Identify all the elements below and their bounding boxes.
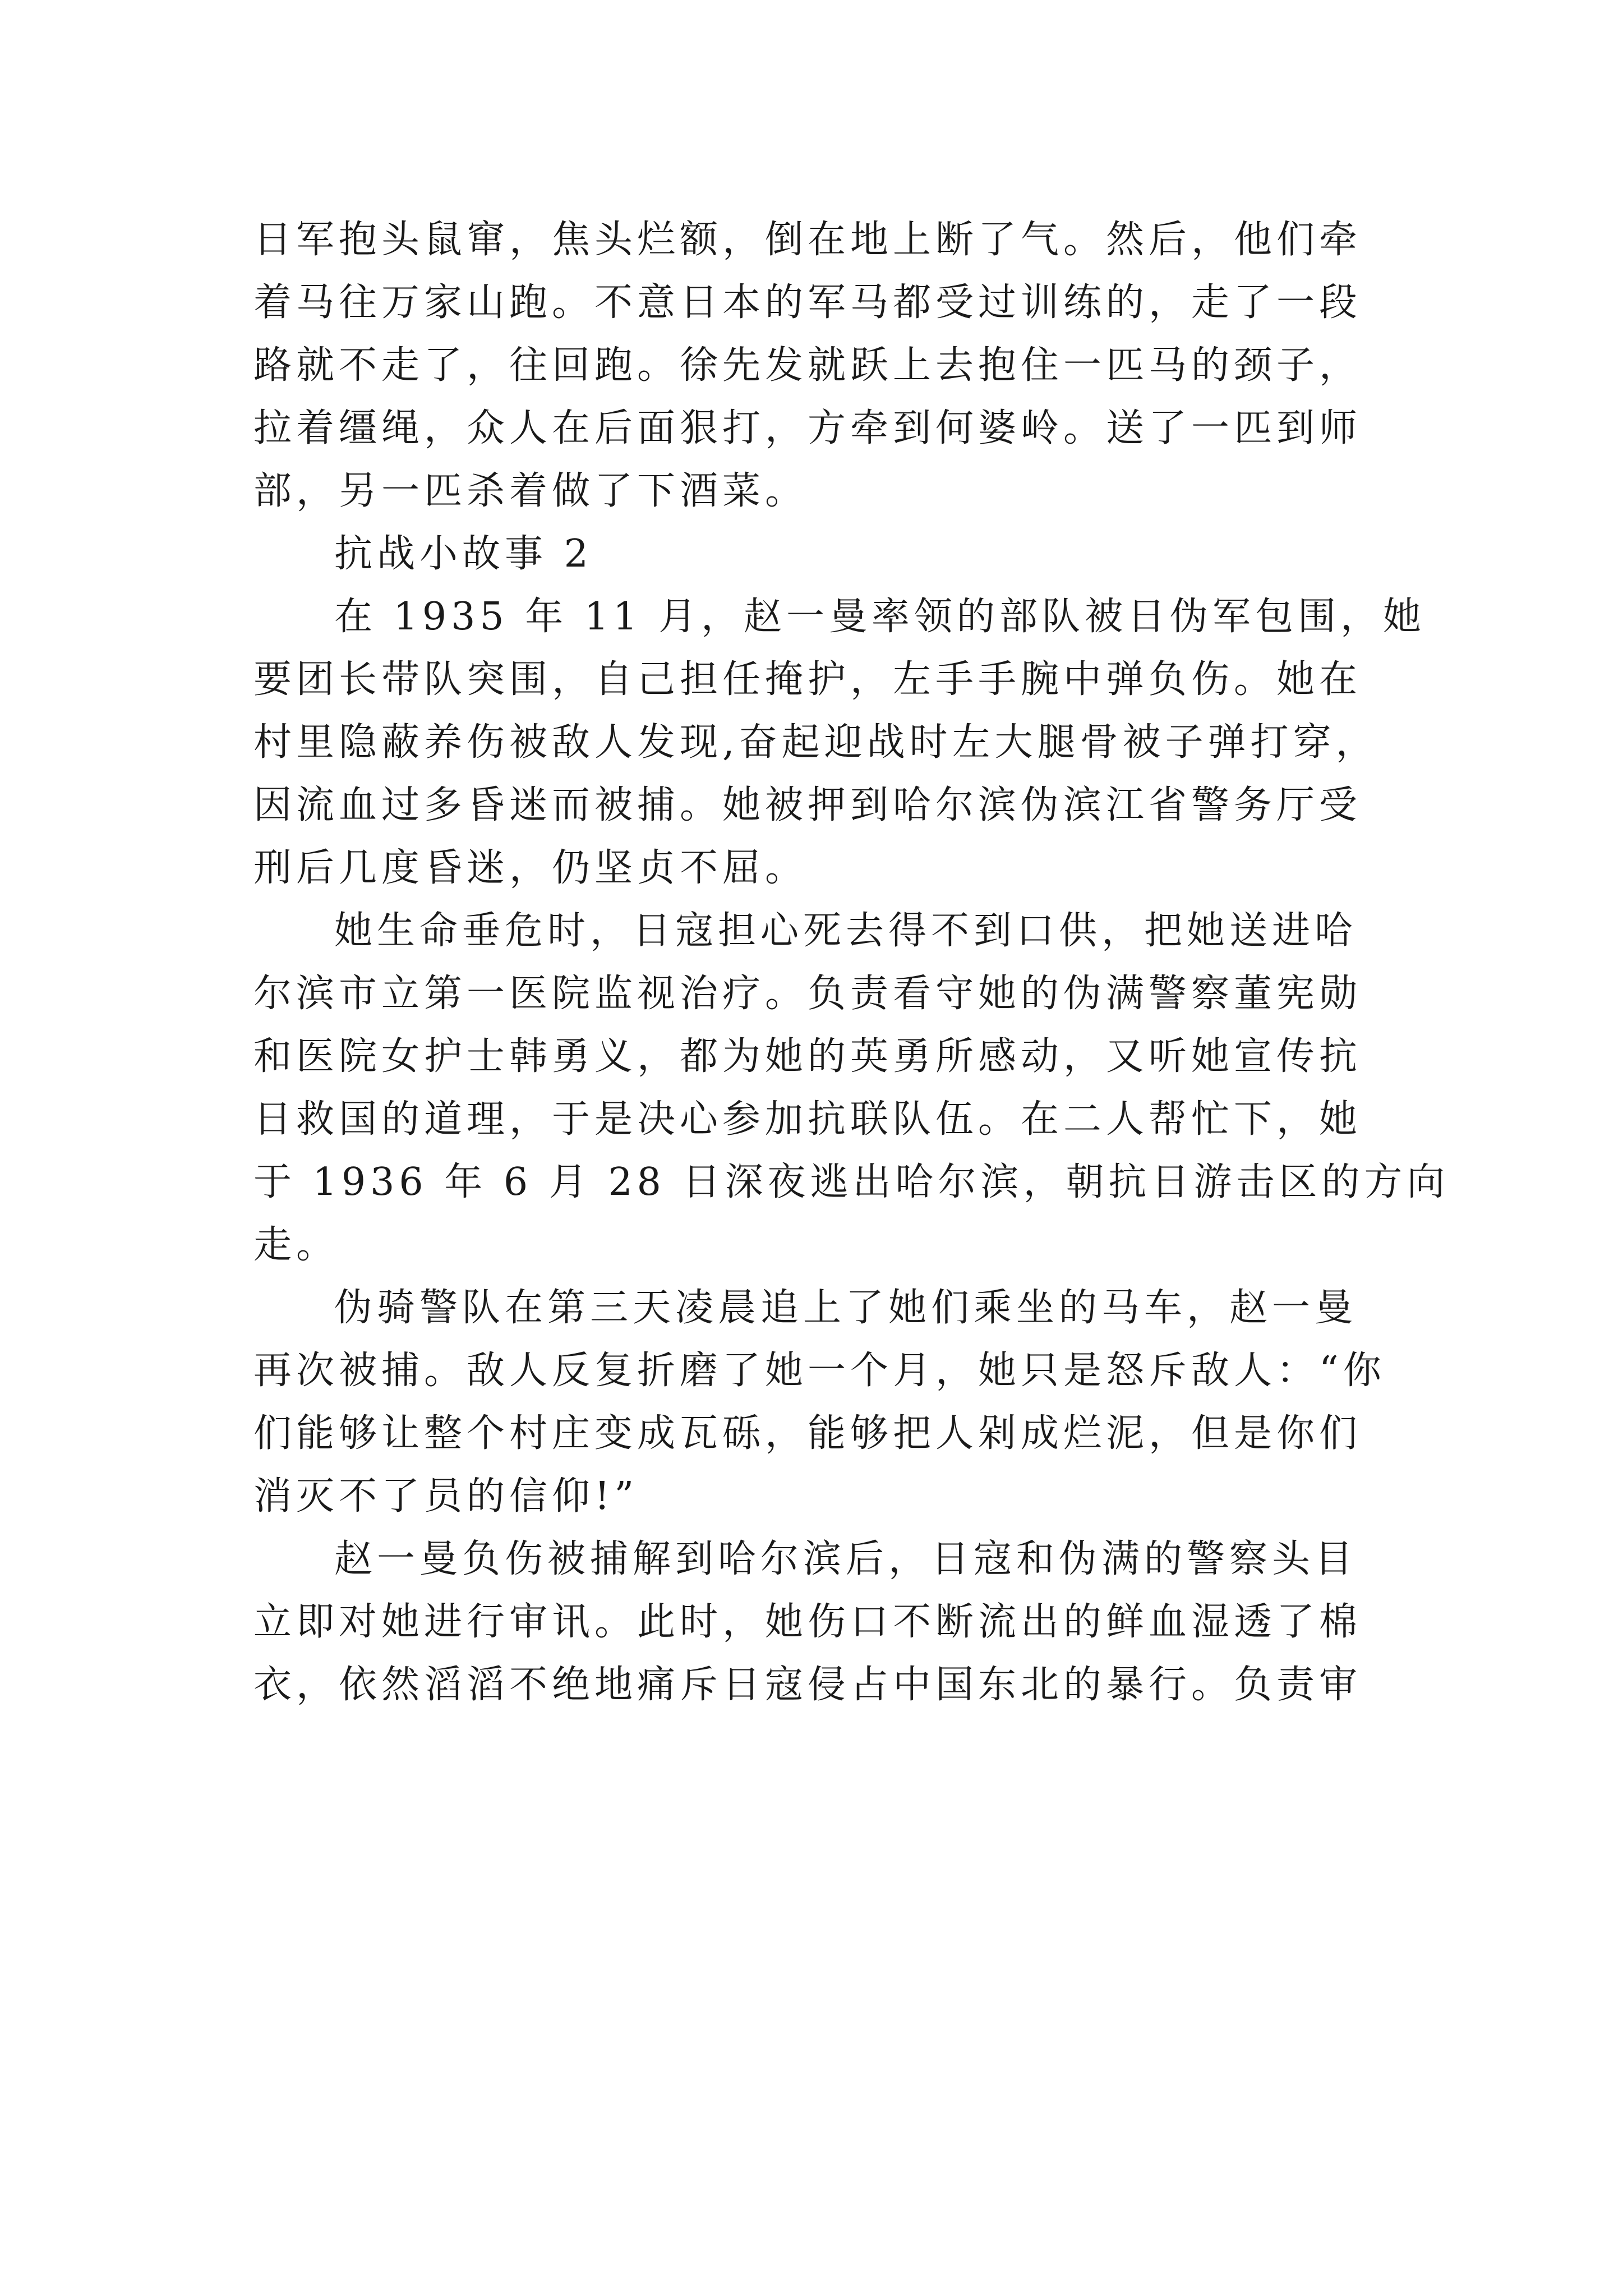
- text-line: 们能够让整个村庄变成瓦砾，能够把人剁成烂泥，但是你们: [253, 1411, 1362, 1456]
- text-line: 日救国的道理，于是决心参加抗联队伍。在二人帮忙下，她: [253, 1097, 1362, 1142]
- text-line: 要团长带队突围，自己担任掩护，左手手腕中弹负伤。她在: [253, 657, 1362, 702]
- text-line: 衣，依然滔滔不绝地痛斥日寇侵占中国东北的暴行。负责审: [253, 1663, 1362, 1707]
- text-line: 再次被捕。敌人反复折磨了她一个月，她只是怒斥敌人：“你: [253, 1349, 1386, 1393]
- text-line: 因流血过多昏迷而被捕。她被押到哈尔滨伪滨江省警务厅受: [253, 783, 1362, 827]
- text-line: 伪骑警队在第三天凌晨追上了她们乘坐的马车，赵一曼: [334, 1286, 1358, 1330]
- text-line: 她生命垂危时，日寇担心死去得不到口供，把她送进哈: [334, 909, 1358, 953]
- text-line: 拉着缰绳，众人在后面狠打，方牵到何婆岭。送了一匹到师: [253, 406, 1362, 450]
- text-line: 抗战小故事 2: [334, 532, 593, 576]
- text-line: 着马往万家山跑。不意日本的军马都受过训练的，走了一段: [253, 280, 1362, 325]
- text-line: 在 1935 年 11 月，赵一曼率领的部队被日伪军包围，她: [334, 595, 1426, 639]
- text-line: 部，另一匹杀着做了下酒菜。: [253, 469, 808, 513]
- text-line: 于 1936 年 6 月 28 日深夜逃出哈尔滨，朝抗日游击区的方向: [253, 1160, 1450, 1204]
- document-body: [253, 209, 1450, 1717]
- text-line: 消灭不了员的信仰!”: [253, 1474, 639, 1519]
- text-line: 赵一曼负伤被捕解到哈尔滨后，日寇和伪满的警察头目: [334, 1537, 1358, 1581]
- text-line: 村里隐蔽养伤被敌人发现,奋起迎战时左大腿骨被子弹打穿，: [253, 720, 1378, 765]
- text-line: 日军抱头鼠窜，焦头烂额，倒在地上断了气。然后，他们牵: [253, 218, 1362, 262]
- text-line: 尔滨市立第一医院监视治疗。负责看守她的伪满警察董宪勋: [253, 972, 1362, 1016]
- text-line: 刑后几度昏迷，仍坚贞不屈。: [253, 846, 808, 890]
- text-line: 路就不走了，往回跑。徐先发就跃上去抱住一匹马的颈子，: [253, 343, 1362, 388]
- text-line: 和医院女护士韩勇义，都为她的英勇所感动，又听她宣传抗: [253, 1034, 1362, 1079]
- text-line: 走。: [253, 1223, 339, 1267]
- text-line: 立即对她进行审讯。此时，她伤口不断流出的鲜血湿透了棉: [253, 1600, 1362, 1644]
